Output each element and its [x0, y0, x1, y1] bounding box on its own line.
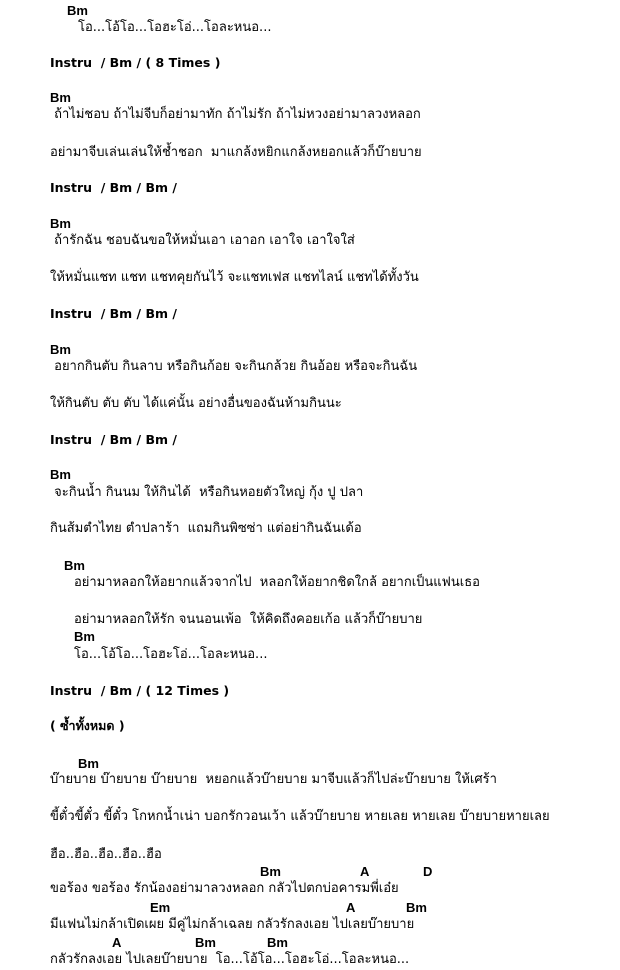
section-heading: Instru / Bm / Bm / — [50, 306, 177, 321]
chord-label: Bm — [78, 756, 99, 771]
chord-label: D — [423, 864, 433, 879]
chord-label: Bm — [406, 900, 427, 915]
chord-label: Em — [150, 900, 171, 915]
lyric-line: อย่ามาหลอกให้รัก จนนอนเพ้อ ให้คิดถึงคอยเก้อ แล้วก็บ๊ายบาย — [74, 612, 423, 627]
lyric-line: อยากกินตับ กินลาบ หรือกินก้อย จะกินกล้วย กินอ้อย หรือจะกินฉัน — [50, 359, 418, 374]
chord-label: Bm — [64, 558, 85, 573]
chord-label: Bm — [267, 935, 288, 950]
lyric-line: ฮือ..ฮือ..ฮือ..ฮือ..ฮือ — [50, 847, 162, 862]
chord-label: Bm — [67, 3, 88, 18]
chord-label: Bm — [74, 629, 95, 644]
section-heading: Instru / Bm / ( 12 Times ) — [50, 683, 230, 698]
lyric-line: กลัวรักลงเอย ไปเลยบ๊ายบาย โอ...โอ้โอ...โอฮะโอ่...โอละหนอ... — [50, 952, 410, 967]
lyric-line: ขี้ตั๋วขี้ตั๋ว ขี้ตั๋ว โกหกน้ำเน่า บอกรักวอนเว้า แล้วบ๊ายบาย หายเลย หายเลย บ๊ายบายหายเลย — [50, 809, 550, 824]
chord-label: A — [112, 935, 122, 950]
chord-label: A — [360, 864, 370, 879]
chord-label: Bm — [50, 467, 71, 482]
lyric-line: ให้หมั่นแชท แชท แชทคุยกันไว้ จะแชทเฟส แชทไลน์ แชทได้ทั้งวัน — [50, 270, 419, 285]
lyric-line: โอ...โอ้โอ...โอฮะโอ่...โอละหนอ... — [74, 647, 268, 662]
lyric-line: กินส้มตำไทย ตำปลาร้า แถมกินพิซซ่า แต่อย่ากินฉันเด้อ — [50, 521, 362, 536]
lyric-line: มีแฟนไม่กล้าเปิดเผย มีคู่ไม่กล้าเฉลย กลัวรักลงเอย ไปเลยบ๊ายบาย — [50, 917, 415, 932]
lyric-line: จะกินน้ำ กินนม ให้กินได้ หรือกินหอยตัวใหญ่ กุ้ง ปู ปลา — [50, 485, 364, 500]
chord-label: Bm — [260, 864, 281, 879]
section-heading: ( ซ้ำทั้งหมด ) — [50, 718, 125, 733]
lyric-line: บ๊ายบาย บ๊ายบาย บ๊ายบาย หยอกแล้วบ๊ายบาย มาจีบแล้วก็ไปล่ะบ๊ายบาย ให้เศร้า — [50, 772, 497, 787]
lyric-line: ขอร้อง ขอร้อง รักน้องอย่ามาลวงหลอก กลัวไปตกบ่อคารมพี่เอ๋ย — [50, 881, 399, 896]
lyric-line: อย่ามาจีบเล่นเล่นให้ช้ำชอก มาแกล้งหยิกแกล้งหยอกแล้วก็บ๊ายบาย — [50, 145, 422, 160]
lyric-line: โอ...โอ้โอ...โอฮะโอ่...โอละหนอ... — [78, 20, 272, 35]
section-heading: Instru / Bm / Bm / — [50, 432, 177, 447]
chord-label: Bm — [50, 216, 71, 231]
section-heading: Instru / Bm / ( 8 Times ) — [50, 55, 221, 70]
lyric-line: อย่ามาหลอกให้อยากแล้วจากไป หลอกให้อยากชิดใกล้ อยากเป็นแฟนเธอ — [74, 575, 480, 590]
chord-label: Bm — [50, 342, 71, 357]
chord-label: Bm — [195, 935, 216, 950]
section-heading: Instru / Bm / Bm / — [50, 180, 177, 195]
chord-label: Bm — [50, 90, 71, 105]
lyric-line: ถ้ารักฉัน ชอบฉันขอให้หมั่นเอา เอาอก เอาใจ เอาใจใส่ — [50, 233, 355, 248]
lyric-line: ถ้าไม่ชอบ ถ้าไม่จีบก็อย่ามาทัก ถ้าไม่รัก ถ้าไม่หวงอย่ามาลวงหลอก — [50, 107, 421, 122]
chord-label: A — [346, 900, 356, 915]
lyric-line: ให้กินตับ ตับ ตับ ได้แค่นั้น อย่างอื่นของฉันห้ามกินนะ — [50, 396, 342, 411]
